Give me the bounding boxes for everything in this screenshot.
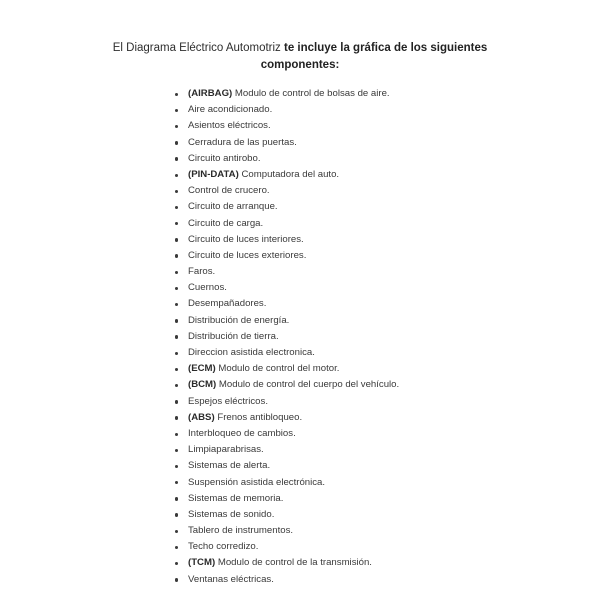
- component-text: Aire acondicionado.: [188, 104, 273, 116]
- list-item: [172, 491, 399, 507]
- component-text: Cuernos.: [188, 282, 227, 294]
- component-code: (TCM): [188, 557, 216, 569]
- list-item: [172, 102, 399, 118]
- list-item: [172, 442, 399, 458]
- component-text: Control de crucero.: [188, 185, 270, 197]
- components-list: [172, 86, 399, 588]
- bullet-icon: [175, 449, 178, 452]
- component-text: Espejos eléctricos.: [188, 395, 268, 407]
- bullet-icon: [175, 141, 178, 144]
- bullet-icon: [175, 222, 178, 225]
- bullet-icon: [175, 206, 178, 209]
- bullet-icon: [175, 352, 178, 355]
- component-text: Sistemas de alerta.: [188, 460, 271, 472]
- component-text: Circuito de luces interiores.: [188, 233, 304, 245]
- intro-paragraph: [0, 40, 600, 74]
- bullet-icon: [175, 157, 178, 160]
- bullet-icon: [175, 513, 178, 516]
- list-item: [172, 135, 399, 151]
- component-code: (ECM): [188, 363, 216, 375]
- bullet-icon: [175, 433, 178, 436]
- list-item: [172, 539, 399, 555]
- list-item: [172, 394, 399, 410]
- list-item: [172, 167, 399, 183]
- bullet-icon: [175, 416, 178, 419]
- bullet-icon: [175, 319, 178, 322]
- intro-bold-text: te incluye la gráfica de los siguientes: [284, 42, 488, 54]
- bullet-icon: [175, 400, 178, 403]
- component-text: Modulo de control del motor.: [218, 363, 340, 375]
- list-item: [172, 377, 399, 393]
- bullet-icon: [175, 497, 178, 500]
- list-item: [172, 296, 399, 312]
- bullet-icon: [175, 530, 178, 533]
- list-item: [172, 264, 399, 280]
- component-code: (AIRBAG): [188, 88, 233, 99]
- component-text: Interbloqueo de cambios.: [188, 427, 296, 439]
- list-item: [172, 118, 399, 134]
- list-item: [172, 572, 399, 588]
- component-text: Cerradura de las puertas.: [188, 136, 297, 148]
- list-item: [172, 280, 399, 296]
- bullet-icon: [175, 190, 178, 193]
- component-text: Faros.: [188, 266, 216, 278]
- intro-normal-text: El Diagrama Eléctrico Automotriz: [112, 42, 281, 54]
- bullet-icon: [175, 562, 178, 565]
- bullet-icon: [175, 109, 178, 112]
- component-text: Circuito de luces exteriores.: [188, 249, 307, 261]
- component-text: Modulo de control del cuerpo del vehículo.: [218, 379, 400, 391]
- list-item: [172, 507, 399, 523]
- list-item: [172, 426, 399, 442]
- bullet-icon: [175, 465, 178, 468]
- list-item: [172, 86, 399, 102]
- list-item: [172, 313, 399, 329]
- list-item: [172, 216, 399, 232]
- component-text: Sistemas de memoria.: [188, 492, 284, 504]
- component-text: Distribución de tierra.: [188, 330, 279, 342]
- bullet-icon: [175, 303, 178, 306]
- component-text: Desempañadores.: [188, 298, 267, 310]
- bullet-icon: [175, 125, 178, 128]
- list-item: [172, 345, 399, 361]
- bullet-icon: [175, 254, 178, 257]
- list-item: [172, 523, 399, 539]
- list-item: [172, 151, 399, 167]
- list-item: [172, 248, 399, 264]
- bullet-icon: [175, 93, 178, 96]
- component-code: (ABS): [188, 411, 215, 423]
- bullet-icon: [175, 238, 178, 241]
- bullet-icon: [175, 287, 178, 290]
- component-text: Tablero de instrumentos.: [188, 525, 294, 537]
- bullet-icon: [175, 384, 178, 387]
- component-text: Circuito de arranque.: [188, 201, 278, 213]
- intro-line-2: componentes:: [260, 59, 340, 71]
- component-code: (PIN-DATA): [188, 168, 239, 180]
- bullet-icon: [175, 481, 178, 484]
- bullet-icon: [175, 578, 178, 581]
- component-code: (BCM): [188, 379, 217, 391]
- list-item: [172, 232, 399, 248]
- list-item: [172, 361, 399, 377]
- list-item: [172, 183, 399, 199]
- list-item: [172, 199, 399, 215]
- list-item: [172, 410, 399, 426]
- list-item: [172, 329, 399, 345]
- component-text: Modulo de control de la transmisión.: [217, 557, 372, 569]
- component-text: Circuito de carga.: [188, 217, 264, 229]
- bullet-icon: [175, 271, 178, 274]
- component-text: Suspensión asistida electrónica.: [188, 476, 326, 488]
- bullet-icon: [175, 174, 178, 177]
- component-text: Modulo de control de bolsas de aire.: [234, 88, 390, 99]
- bullet-icon: [175, 546, 178, 549]
- component-text: Ventanas eléctricas.: [188, 573, 274, 585]
- list-item: [172, 475, 399, 491]
- component-text: Direccion asistida electronica.: [188, 347, 315, 358]
- list-item: [172, 458, 399, 474]
- component-text: Circuito antirobo.: [188, 152, 261, 164]
- bullet-icon: [175, 335, 178, 338]
- list-item: [172, 555, 399, 571]
- component-text: Frenos antibloqueo.: [217, 411, 303, 423]
- component-text: Techo corredizo.: [188, 541, 259, 553]
- bullet-icon: [175, 368, 178, 371]
- component-text: Asientos eléctricos.: [188, 120, 271, 132]
- component-text: Sistemas de sonido.: [188, 508, 275, 520]
- intro-line-1: [0, 40, 600, 57]
- component-text: Computadora del auto.: [241, 168, 340, 180]
- component-text: Limpiaparabrisas.: [188, 444, 264, 456]
- component-text: Distribución de energía.: [188, 314, 290, 326]
